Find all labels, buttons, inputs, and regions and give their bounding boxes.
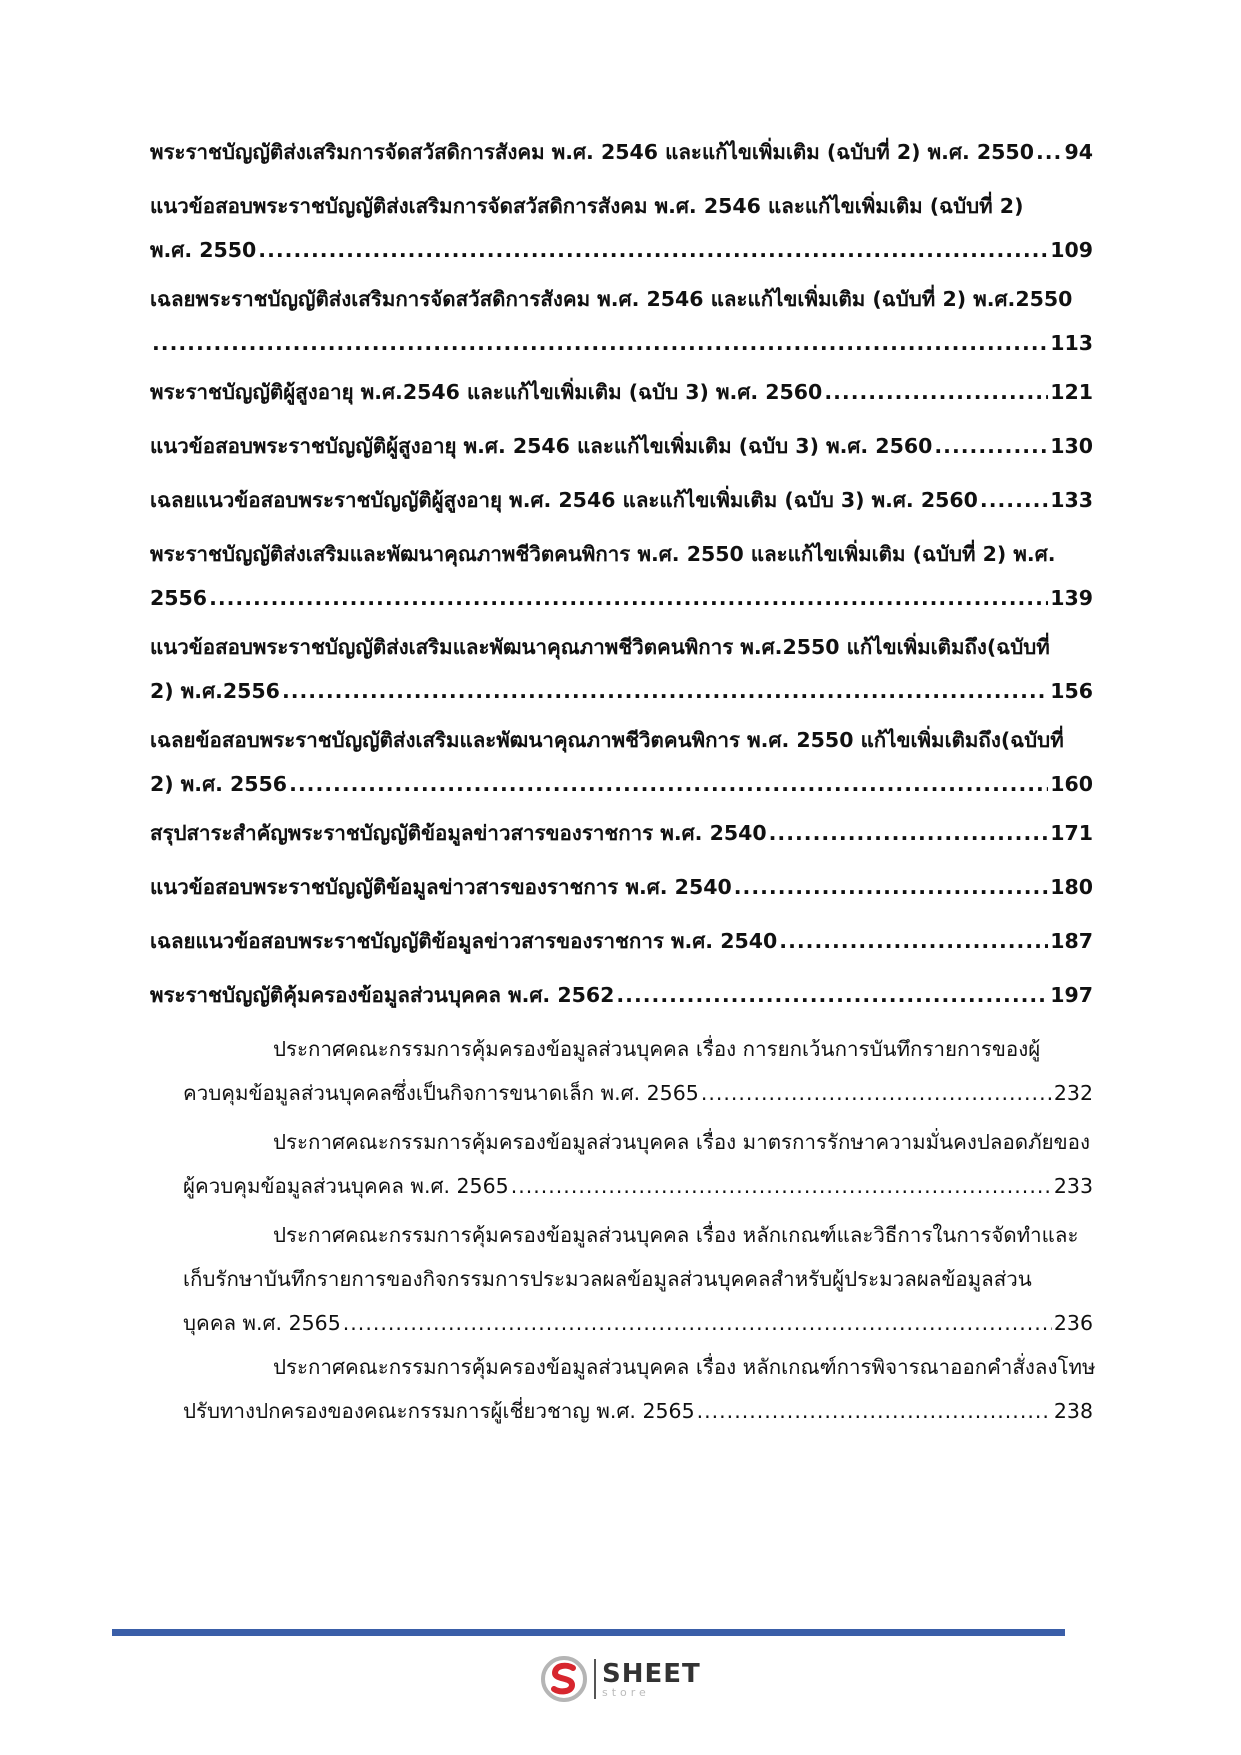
toc-page-number: 238 [1053,1399,1093,1423]
toc-entry-title: ประกาศคณะกรรมการคุ้มครองข้อมูลส่วนบุคคล เรื่อง หลักเกณฑ์และวิธีการในการจัดทำและ [273,1223,1079,1247]
toc-entry-title: ประกาศคณะกรรมการคุ้มครองข้อมูลส่วนบุคคล เรื่อง การยกเว้นการบันทึกรายการของผู้ [273,1037,1041,1061]
toc-entry-title: แนวข้อสอบพระราชบัญญัติส่งเสริมการจัดสวัสดิการสังคม พ.ศ. 2546 และแก้ไขเพิ่มเติม (ฉบับที่ 2) [150,194,1024,218]
toc-entry-line [150,718,1093,762]
sheet-store-s-icon [540,1655,588,1703]
toc-entry-line [150,1257,1093,1301]
toc-page-number: 133 [1050,488,1093,512]
toc-page-number: 180 [1050,875,1093,899]
toc-entry-title: 2556 [150,586,208,610]
toc-dot-leader [701,1071,1052,1115]
toc-entry-title: พ.ศ. 2550 [150,238,257,262]
toc-entry-line [150,321,1093,365]
toc-entry-title: 2) พ.ศ.2556 [150,679,280,703]
toc-entry[interactable] [150,424,1093,468]
toc-entry-title: พระราชบัญญัติส่งเสริมและพัฒนาคุณภาพชีวิตคนพิการ พ.ศ. 2550 และแก้ไขเพิ่มเติม (ฉบับที่ 2) พ.ศ. [150,542,1056,566]
toc-entry-line [150,576,1093,620]
logo-word: SHEET [602,1658,701,1689]
toc-entry-line [150,1301,1093,1345]
toc-page-number: 171 [1050,821,1093,845]
toc-entry-line [150,228,1093,272]
toc-entry-line [150,424,1093,468]
toc-entry[interactable] [150,625,1093,713]
toc-entry-line [150,1213,1093,1257]
logo-subword: store [602,1685,650,1699]
toc-dot-leader [824,370,1048,414]
toc-entry[interactable] [150,973,1093,1017]
footer-divider [112,1629,1065,1636]
toc-entry-line [150,625,1093,669]
toc-entry-line [150,919,1093,963]
toc-page-number: 139 [1050,586,1093,610]
toc-entry[interactable] [150,1120,1093,1208]
toc-entry[interactable] [150,1027,1093,1115]
toc-dot-leader [289,762,1048,806]
toc-entry[interactable] [150,865,1093,909]
toc-entry-line [150,277,1093,321]
toc-dot-leader [734,865,1048,909]
toc-entry[interactable] [150,184,1093,272]
toc-page-number: 160 [1050,772,1093,796]
toc-dot-leader [282,669,1048,713]
toc-page-number: 130 [1050,434,1093,458]
toc-entry-line [150,1027,1093,1071]
toc-entry-line [150,811,1093,855]
toc-entry-title: พระราชบัญญัติส่งเสริมการจัดสวัสดิการสังคม พ.ศ. 2546 และแก้ไขเพิ่มเติม (ฉบับที่ 2) พ.ศ. 2550 [150,140,1034,164]
toc-entry-title: ประกาศคณะกรรมการคุ้มครองข้อมูลส่วนบุคคล เรื่อง มาตรการรักษาความมั่นคงปลอดภัยของ [273,1130,1090,1154]
toc-entry-title: ผู้ควบคุมข้อมูลส่วนบุคคล พ.ศ. 2565 [183,1174,509,1198]
toc-entry-title: 2) พ.ศ. 2556 [150,772,288,796]
toc-dot-leader [152,321,1048,365]
toc-entry-line [150,865,1093,909]
logo-wordmark [602,1658,701,1699]
toc-page-number: 187 [1050,929,1093,953]
toc-entry-title: แนวข้อสอบพระราชบัญญัติข้อมูลข่าวสารของราชการ พ.ศ. 2540 [150,875,732,899]
sheet-store-logo [540,1655,701,1703]
toc-entry[interactable] [150,370,1093,414]
toc-entry-line [150,973,1093,1017]
toc-page-number: 156 [1050,679,1093,703]
toc-entry-title: บุคคล พ.ศ. 2565 [183,1311,341,1335]
toc-entry-title: เฉลยแนวข้อสอบพระราชบัญญัติข้อมูลข่าวสารของราชการ พ.ศ. 2540 [150,929,778,953]
toc-page-number: 233 [1053,1174,1093,1198]
toc-dot-leader [934,424,1048,468]
toc-dot-leader [511,1164,1052,1208]
toc-entry-line [150,669,1093,713]
toc-entry-line [150,130,1093,174]
toc-entry-title: เก็บรักษาบันทึกรายการของกิจกรรมการประมวลผลข้อมูลส่วนบุคคลสำหรับผู้ประมวลผลข้อมูลส่วน [183,1267,1032,1291]
toc-dot-leader [1036,130,1063,174]
toc-entry[interactable] [150,532,1093,620]
toc-entry[interactable] [150,811,1093,855]
toc-entry-line [150,184,1093,228]
toc-entry[interactable] [150,277,1093,365]
toc-entry[interactable] [150,130,1093,174]
toc-entry[interactable] [150,1345,1096,1433]
toc-entry-line [150,1071,1093,1115]
toc-entry-line [150,532,1093,576]
toc-page-number: 236 [1053,1311,1093,1335]
toc-page-number: 94 [1064,140,1093,164]
toc-entry-title: พระราชบัญญัติผู้สูงอายุ พ.ศ.2546 และแก้ไขเพิ่มเติม (ฉบับ 3) พ.ศ. 2560 [150,380,823,404]
toc-dot-leader [697,1389,1052,1433]
toc-entry-title: ประกาศคณะกรรมการคุ้มครองข้อมูลส่วนบุคคล เรื่อง หลักเกณฑ์การพิจารณาออกคำสั่งลงโทษ [273,1355,1096,1379]
toc-entry[interactable] [150,718,1093,806]
toc-entry-line [150,1389,1093,1433]
logo-separator [594,1659,596,1699]
toc-entry-line [150,478,1093,522]
toc-entry-title: เฉลยข้อสอบพระราชบัญญัติส่งเสริมและพัฒนาคุณภาพชีวิตคนพิการ พ.ศ. 2550 แก้ไขเพิ่มเติมถึง(ฉบับที่ [150,728,1064,752]
toc-entry-line [150,1345,1096,1389]
toc-page-number: 109 [1050,238,1093,262]
toc-dot-leader [980,478,1048,522]
toc-entry[interactable] [150,478,1093,522]
toc-page-number: 113 [1050,331,1093,355]
toc-entry-line [150,762,1093,806]
toc-entry[interactable] [150,1213,1093,1345]
toc-entry-title: ควบคุมข้อมูลส่วนบุคคลซึ่งเป็นกิจการขนาดเล็ก พ.ศ. 2565 [183,1081,699,1105]
toc-dot-leader [258,228,1048,272]
toc-dot-leader [209,576,1048,620]
toc-entry-title: เฉลยพระราชบัญญัติส่งเสริมการจัดสวัสดิการสังคม พ.ศ. 2546 และแก้ไขเพิ่มเติม (ฉบับที่ 2) พ.ศ.2550 [150,287,1073,311]
toc-entry-title: แนวข้อสอบพระราชบัญญัติผู้สูงอายุ พ.ศ. 2546 และแก้ไขเพิ่มเติม (ฉบับ 3) พ.ศ. 2560 [150,434,933,458]
toc-dot-leader [769,811,1049,855]
toc-dot-leader [616,973,1048,1017]
toc-page-number: 197 [1050,983,1093,1007]
toc-entry-title: ปรับทางปกครองของคณะกรรมการผู้เชี่ยวชาญ พ.ศ. 2565 [183,1399,695,1423]
toc-entry-title: เฉลยแนวข้อสอบพระราชบัญญัติผู้สูงอายุ พ.ศ. 2546 และแก้ไขเพิ่มเติม (ฉบับ 3) พ.ศ. 2560 [150,488,978,512]
toc-page-number: 232 [1053,1081,1093,1105]
toc-page-number: 121 [1050,380,1093,404]
toc-entry-title: สรุปสาระสำคัญพระราชบัญญัติข้อมูลข่าวสารของราชการ พ.ศ. 2540 [150,821,767,845]
toc-entry[interactable] [150,919,1093,963]
toc-entry-line [150,1164,1093,1208]
toc-entry-line [150,370,1093,414]
toc-entry-title: พระราชบัญญัติคุ้มครองข้อมูลส่วนบุคคล พ.ศ. 2562 [150,983,615,1007]
toc-dot-leader [779,919,1048,963]
toc-dot-leader [343,1301,1052,1345]
toc-entry-title: แนวข้อสอบพระราชบัญญัติส่งเสริมและพัฒนาคุณภาพชีวิตคนพิการ พ.ศ.2550 แก้ไขเพิ่มเติมถึง(ฉบับที่ [150,635,1050,659]
toc-entry-line [150,1120,1093,1164]
